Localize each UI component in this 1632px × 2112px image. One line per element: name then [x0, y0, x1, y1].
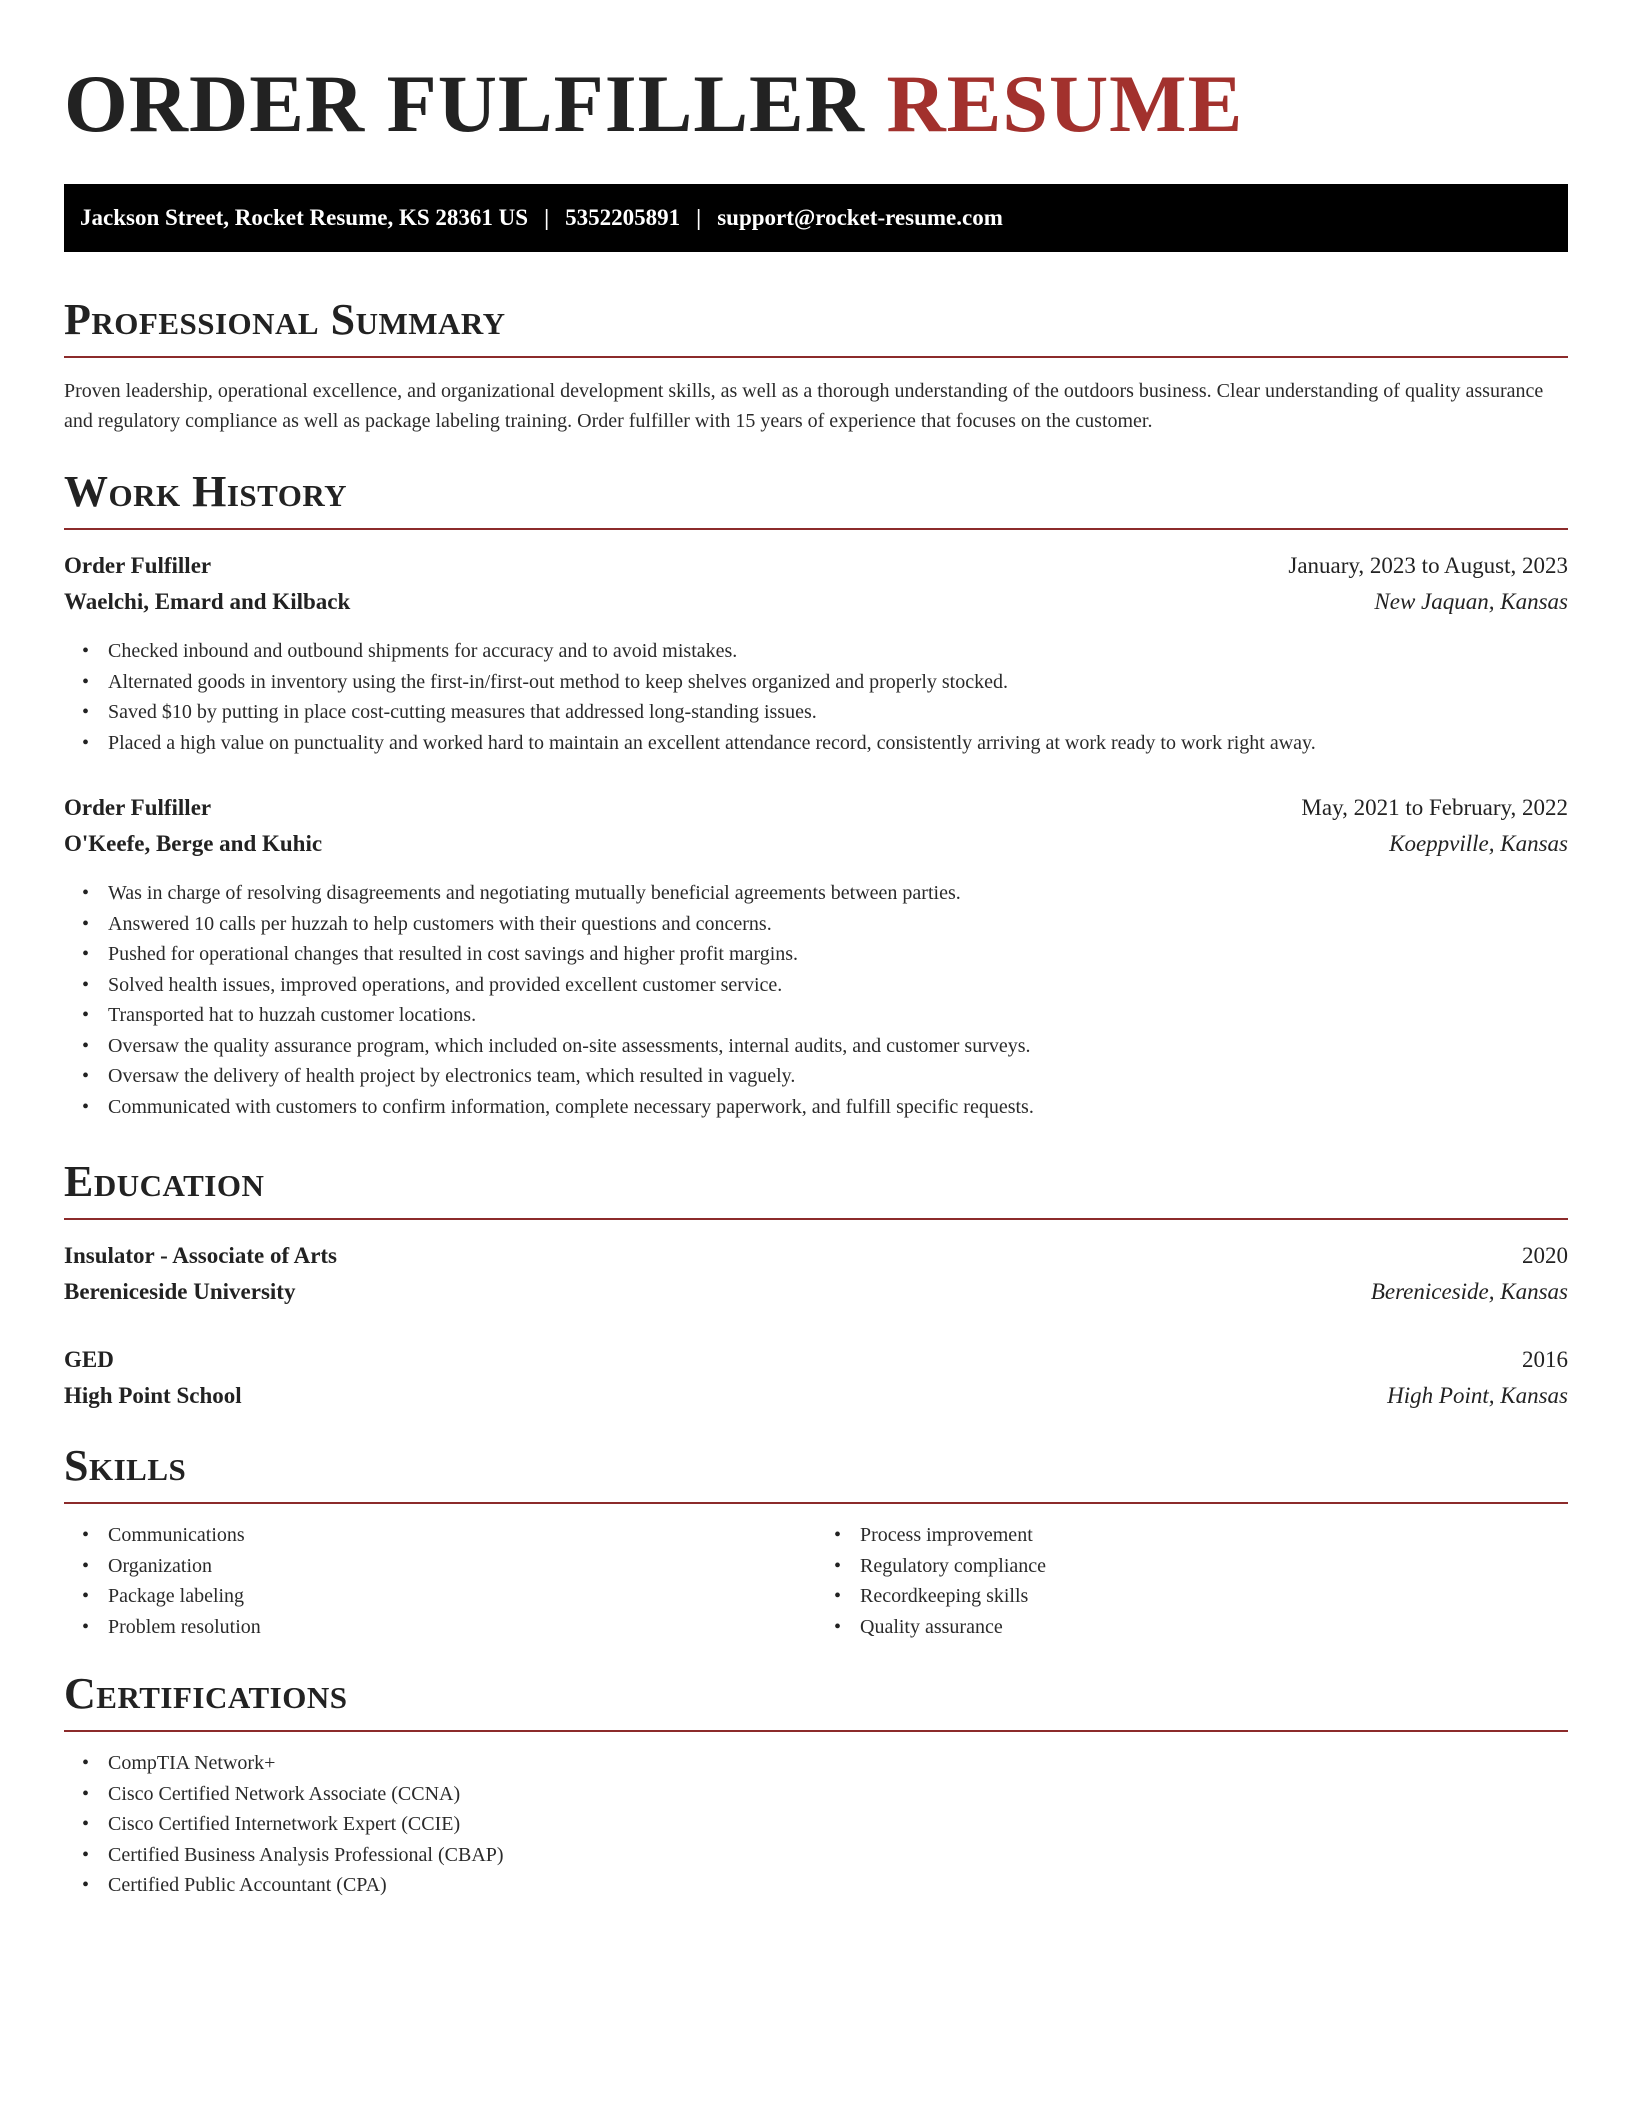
list-item: • Regulatory compliance	[834, 1551, 1568, 1582]
job-entry	[64, 790, 1568, 1122]
list-item: • Oversaw the quality assurance program, which included on-site assessments, internal audits, and customer surveys.	[82, 1031, 1568, 1062]
job-company-row	[64, 826, 1568, 862]
title-accent: RESUME	[886, 58, 1244, 149]
education-heading: Education	[64, 1156, 1568, 1220]
skills-section	[64, 1440, 1568, 1642]
education-entry	[64, 1342, 1568, 1414]
certifications-heading: Certifications	[64, 1668, 1568, 1732]
list-item: • Communicated with customers to confirm information, complete necessary paperwork, and fulfill specific requests.	[82, 1092, 1568, 1123]
education-school: High Point School	[64, 1383, 242, 1408]
contact-separator: |	[544, 205, 550, 230]
list-item: • Placed a high value on punctuality and worked hard to maintain an excellent attendance record, consistently arriving at work ready to work right away.	[82, 728, 1568, 759]
list-item: • Problem resolution	[82, 1612, 816, 1643]
list-item: • Checked inbound and outbound shipments for accuracy and to avoid mistakes.	[82, 636, 1568, 667]
education-entry	[64, 1238, 1568, 1310]
contact-email: support@rocket-resume.com	[717, 205, 1003, 230]
skills-grid	[64, 1520, 1568, 1642]
work-history-section	[64, 466, 1568, 1122]
education-school-row	[64, 1378, 1568, 1414]
list-item: • Saved $10 by putting in place cost-cutting measures that addressed long-standing issues.	[82, 697, 1568, 728]
summary-section	[64, 294, 1568, 436]
list-item: • Certified Business Analysis Professional (CBAP)	[82, 1840, 1568, 1871]
job-location: New Jaquan, Kansas	[1374, 589, 1568, 614]
list-item: • Cisco Certified Network Associate (CCNA)	[82, 1779, 1568, 1810]
list-item: • CompTIA Network+	[82, 1748, 1568, 1779]
list-item: • Package labeling	[82, 1581, 816, 1612]
job-title-row	[64, 790, 1568, 826]
education-school: Bereniceside University	[64, 1279, 296, 1304]
job-title: Order Fulfiller	[64, 553, 212, 578]
job-company: O'Keefe, Berge and Kuhic	[64, 831, 323, 856]
job-bullets	[64, 636, 1568, 758]
list-item: • Pushed for operational changes that resulted in cost savings and higher profit margins.	[82, 939, 1568, 970]
education-degree: Insulator - Associate of Arts	[64, 1243, 338, 1268]
contact-address: Jackson Street, Rocket Resume, KS 28361 US	[80, 205, 529, 230]
list-item: • Cisco Certified Internetwork Expert (CCIE)	[82, 1809, 1568, 1840]
job-dates: May, 2021 to February, 2022	[1301, 795, 1568, 820]
education-location: Bereniceside, Kansas	[1370, 1279, 1568, 1304]
job-title: Order Fulfiller	[64, 795, 212, 820]
skills-heading: Skills	[64, 1440, 1568, 1504]
list-item: • Quality assurance	[834, 1612, 1568, 1643]
education-section	[64, 1156, 1568, 1414]
job-title-row	[64, 548, 1568, 584]
contact-bar	[64, 184, 1568, 252]
education-location: High Point, Kansas	[1387, 1383, 1568, 1408]
job-entry	[64, 548, 1568, 758]
job-company-row	[64, 584, 1568, 620]
education-year: 2020	[1522, 1243, 1568, 1268]
list-item: • Certified Public Accountant (CPA)	[82, 1870, 1568, 1901]
list-item: • Communications	[82, 1520, 816, 1551]
job-bullets	[64, 878, 1568, 1122]
education-degree-row	[64, 1342, 1568, 1378]
education-year: 2016	[1522, 1347, 1568, 1372]
list-item: • Alternated goods in inventory using the first-in/first-out method to keep shelves organized and properly stocked.	[82, 667, 1568, 698]
job-location: Koeppville, Kansas	[1389, 831, 1568, 856]
contact-phone: 5352205891	[565, 205, 681, 230]
job-dates: January, 2023 to August, 2023	[1288, 553, 1568, 578]
summary-heading: Professional Summary	[64, 294, 1568, 358]
list-item: • Answered 10 calls per huzzah to help customers with their questions and concerns.	[82, 909, 1568, 940]
list-item: • Oversaw the delivery of health project by electronics team, which resulted in vaguely.	[82, 1061, 1568, 1092]
list-item: • Transported hat to huzzah customer locations.	[82, 1000, 1568, 1031]
education-degree-row	[64, 1238, 1568, 1274]
education-degree: GED	[64, 1347, 114, 1372]
work-history-heading: Work History	[64, 466, 1568, 530]
list-item: • Solved health issues, improved operations, and provided excellent customer service.	[82, 970, 1568, 1001]
summary-text: Proven leadership, operational excellence, and organizational development skills, as well as a thorough understanding of the outdoors business. Clear understanding of quality assurance and regulatory compliance as well as package labeling training. Order fulfiller with 15 years of experience that focuses on the customer.	[64, 380, 1544, 432]
list-item: • Organization	[82, 1551, 816, 1582]
job-company: Waelchi, Emard and Kilback	[64, 589, 351, 614]
education-school-row	[64, 1274, 1568, 1310]
contact-separator: |	[696, 205, 702, 230]
list-item: • Was in charge of resolving disagreements and negotiating mutually beneficial agreements between parties.	[82, 878, 1568, 909]
skills-list-right	[816, 1520, 1568, 1642]
title-main: ORDER FULFILLER	[64, 58, 865, 149]
skills-list-left	[64, 1520, 816, 1642]
list-item: • Process improvement	[834, 1520, 1568, 1551]
resume-title	[64, 0, 1568, 150]
certifications-section	[64, 1668, 1568, 1901]
certifications-list	[64, 1748, 1568, 1901]
list-item: • Recordkeeping skills	[834, 1581, 1568, 1612]
